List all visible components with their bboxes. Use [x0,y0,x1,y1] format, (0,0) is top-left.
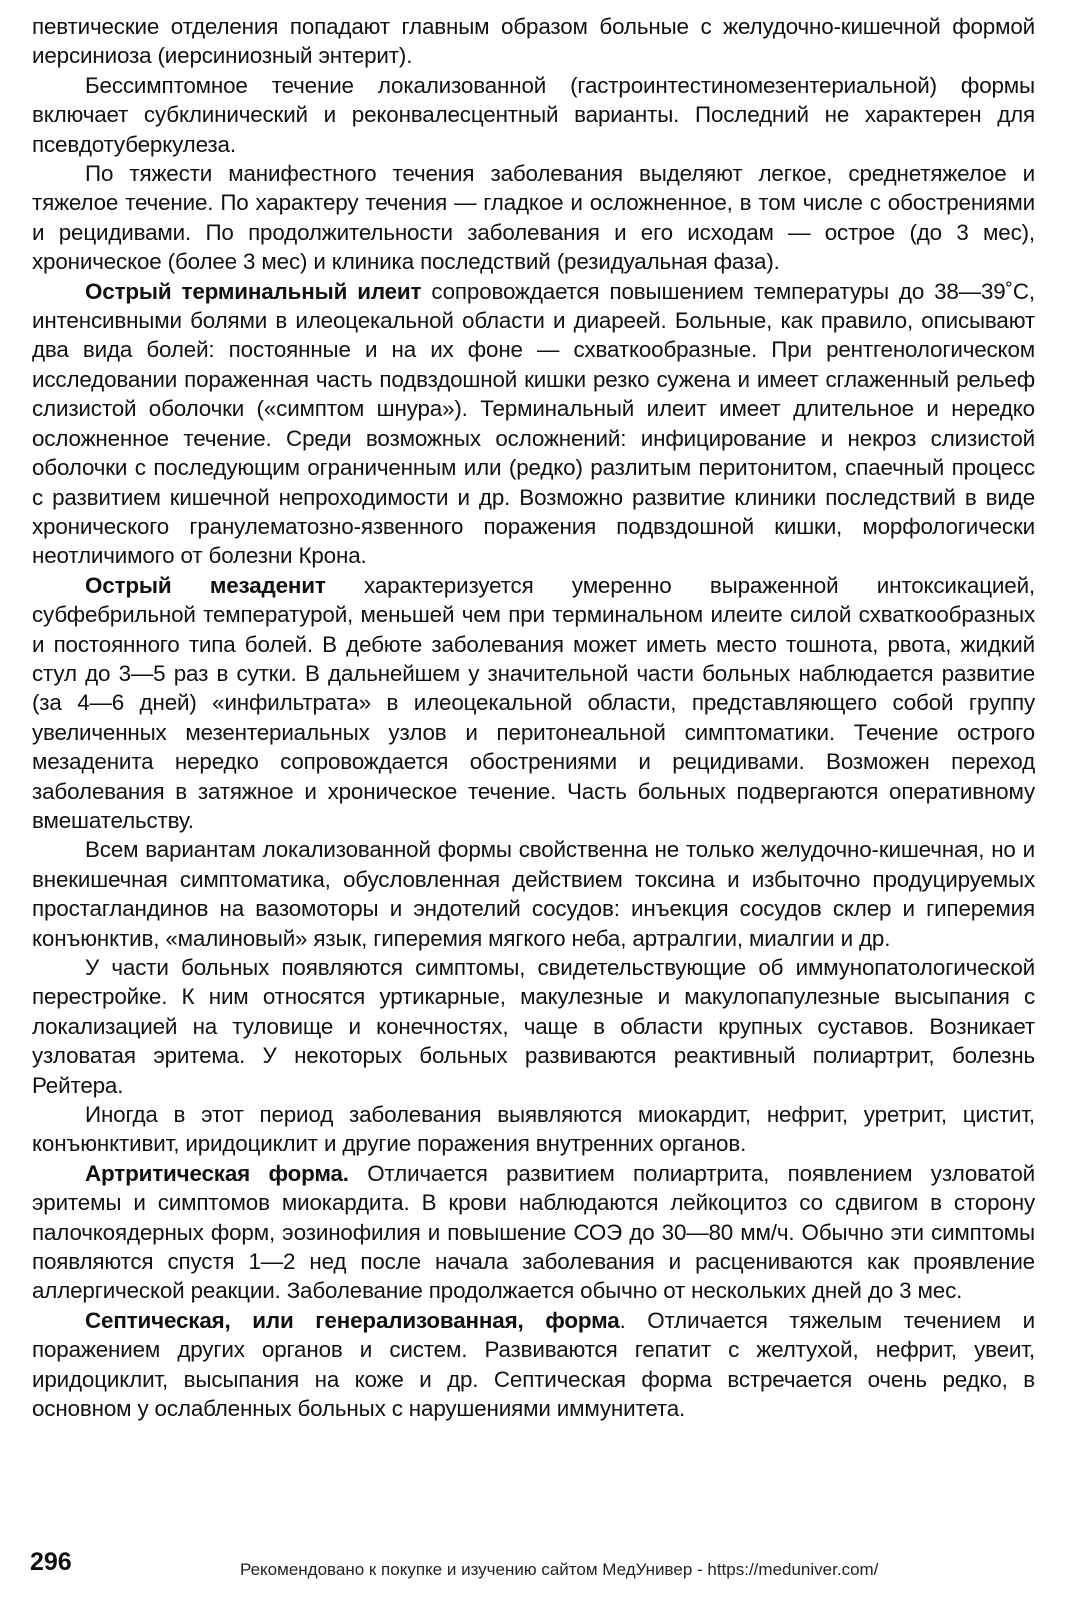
paragraph-7 [32,953,1035,1100]
paragraph-3 [32,159,1035,277]
paragraph-text: Иногда в этот период заболевания выявляются миокардит, нефрит, уретрит, цистит, конъюнктивит, иридоциклит и другие поражения внутренних органов. [32,1102,1035,1157]
paragraph-text: . Отличается тяжелым течением и поражением других органов и систем. Развиваются гепатит с желтухой, нефрит, увеит, иридоциклит, высыпания на коже и др. Септическая форма встречается очень редко, в основном у ослабленных больных с нарушениями иммунитета. [32,1307,1035,1422]
paragraph-8 [32,1100,1035,1159]
paragraph-1 [32,12,1035,71]
term-heading: Острый мезаденит [85,572,326,598]
paragraph-terminal-ileitis [32,277,1035,571]
paragraph-text: По тяжести манифестного течения заболевания выделяют легкое, среднетяжелое и тяжелое течение. По характеру течения — гладкое и осложненное, в том числе с обострениями и рецидивами. По продолжительности заболевания и его исходам — острое (до 3 мес), хроническое (более 3 мес) и клиника последствий (резидуальная фаза). [32,161,1035,275]
paragraph-arthritic-form [32,1159,1035,1306]
page-number: 296 [30,1548,72,1576]
term-heading: Острый терминальный илеит [85,278,422,304]
body-text [32,12,1035,1424]
paragraph-text: У части больных появляются симптомы, свидетельствующие об иммунопатологической перестройке. К ним относятся уртикарные, макулезные и макулопапулезные высыпания с локализацией на туловище и конечностях, чаще в области крупных суставов. Возникает узловатая эритема. У некоторых больных развиваются реактивный полиартрит, болезнь Рейтера. [32,955,1035,1098]
paragraph-text: сопровождается повышением температуры до 38—39˚С, интенсивными болями в илеоцекальной области и диареей. Больные, как правило, описывают два вида болей: постоянные и на их фоне — схваткообразные. При рентгенологическом исследовании пораженная часть подвздошной кишки резко сужена и имеет сглаженный рельеф слизистой оболочки («симптом шнура»). Терминальный илеит имеет длительное и нередко осложненное течение. Среди возможных осложнений: инфицирование и некроз слизистой оболочки с последующим ограниченным или (редко) разлитым перитонитом, спаечный процесс с развитием кишечной непроходимости и др. Возможно развитие клиники последствий в виде хронического гранулематозно-язвенного поражения подвздошной кишки, морфологически неотличимого от болезни Крона. [32,278,1035,569]
paragraph-text: Всем вариантам локализованной формы свойственна не только желудочно-кишечная, но и внекишечная симптоматика, обусловленная действием токсина и избыточно продуцируемых простагландинов на вазомоторы и эндотелий сосудов: инъекция сосудов склер и гиперемия конъюнктив, «малиновый» язык, гиперемия мягкого неба, артралгии, миалгии и др. [32,837,1035,951]
paragraph-septic-form [32,1306,1035,1424]
paragraph-text: характеризуется умеренно выраженной интоксикацией, субфебрильной температурой, меньшей чем при терминальном илеите силой схваткообразных и постоянного типа болей. В дебюте заболевания может иметь место тошнота, рвота, жидкий стул до 3—5 раз в сутки. В дальнейшем у значительной части больных наблюдается развитие (за 4—6 дней) «инфильтрата» в илеоцекальной области, представляющего собой группу увеличенных мезентериальных узлов и перитонеальной симптоматики. Течение острого мезаденита нередко сопровождается обострениями и рецидивами. Возможен переход заболевания в затяжное и хроническое течение. Часть больных подвергаются оперативному вмешательству. [32,572,1035,833]
paragraph-text: Бессимптомное течение локализованной (гастроинтестиномезентериальной) формы включает субклинический и реконвалесцентный варианты. Последний не характерен для псевдотуберкулеза. [32,72,1035,157]
term-heading: Септическая, или генерализованная, форма [85,1307,620,1333]
paragraph-6 [32,835,1035,953]
page-footer [0,1548,1067,1578]
paragraph-text: певтические отделения попадают главным образом больные с желудочно-кишечной формой иерсиниоза (иерсиниозный энтерит). [32,14,1035,69]
term-heading: Артритическая форма. [85,1160,349,1186]
paragraph-mesadenitis [32,571,1035,836]
paragraph-text: Отличается развитием полиартрита, появлением узловатой эритемы и симптомов миокардита. В крови наблюдаются лейкоцитоз со сдвигом в сторону палочкоядерных форм, эозинофилия и повышение СОЭ до 30—80 мм/ч. Обычно эти симптомы появляются спустя 1—2 нед после начала заболевания и расцениваются как проявление аллергической реакции. Заболевание продолжается обычно от нескольких дней до 3 мес. [32,1160,1036,1304]
paragraph-2 [32,71,1035,159]
watermark-text: Рекомендовано к покупке и изучению сайтом МедУнивер - https://meduniver.com/ [240,1560,879,1579]
